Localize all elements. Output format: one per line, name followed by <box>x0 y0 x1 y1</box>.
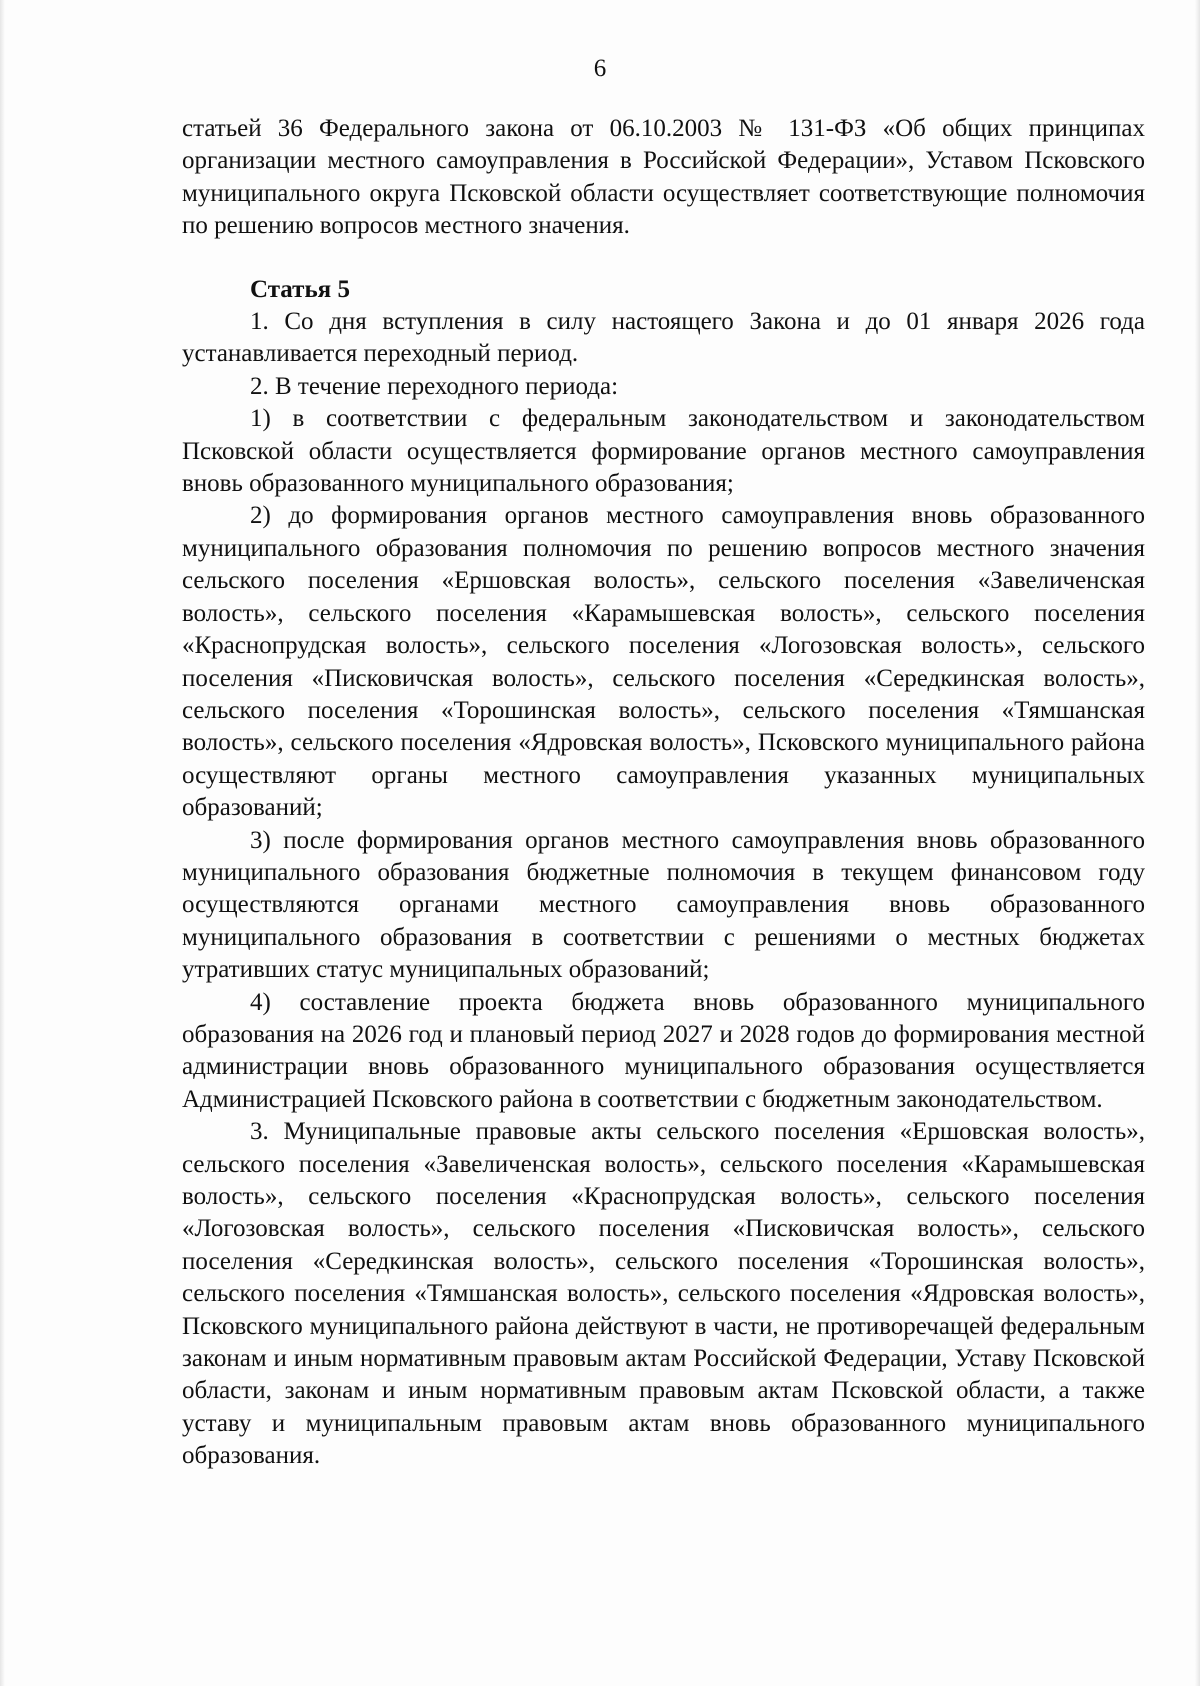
article-subitem-3: 3) после формирования органов местного самоуправления вновь образованного муниципального образования бюджетные полномочия в текущем финансовом году осуществляются органами местного самоуправления вновь образованного муниципального образования в соответствии с решениями о местных бюджетах утративших статус муниципальных образований; <box>182 826 1145 984</box>
article-subitem-1: 1) в соответствии с федеральным законодательством и законодательством Псковской области осуществляется формирование органов местного самоуправления вновь образованного муниципального образования; <box>182 405 1145 498</box>
paragraph-continuation: статьей 36 Федерального закона от 06.10.2003 № 131-ФЗ «Об общих принципах организации местного самоуправления в Российской Федерации», Уставом Псковского муниципального округа Псковской области осуществляет соответствующие полномочия по решению вопросов местного значения. <box>182 115 1145 240</box>
page-number: 6 <box>593 55 607 82</box>
article-subitem-2: 2) до формирования органов местного самоуправления вновь образованного муниципального образования полномочия по решению вопросов местного значения сельского поселения «Ершовская волость», сельского поселения «Завеличенская волость», сельского поселения «Карамышевская волость», сельского поселения «Краснопрудская волость», сельского поселения «Логозовская волость», сельского поселения «Писковичская волость», сельского поселения «Середкинская волость», сельского поселения «Торошинская волость», сельского поселения «Тямшанская волость», сельского поселения «Ядровская волость», Псковского муниципального района осуществляют органы местного самоуправления указанных муниципальных образований; <box>182 502 1145 822</box>
article-heading: Статья 5 <box>250 275 350 303</box>
article-item-3: 3. Муниципальные правовые акты сельского поселения «Ершовская волость», сельского поселения «Завеличенская волость», сельского поселения «Карамышевская волость», сельского поселения «Краснопрудская волость», сельского поселения «Логозовская волость», сельского поселения «Писковичская волость», сельского поселения «Середкинская волость», сельского поселения «Торошинская волость», сельского поселения «Тямшанская волость», сельского поселения «Ядровская волость», Псковского муниципального района действуют в части, не противоречащей федеральным законам и иным нормативным правовым актам Российской Федерации, Уставу Псковской области, законам и иным нормативным правовым актам Псковской области, а также уставу и муниципальным правовым актам вновь образованного муниципального образования. <box>182 1118 1145 1470</box>
scan-edge-right <box>1195 0 1200 1686</box>
scan-edge-left <box>0 0 5 1686</box>
document-body <box>182 113 1145 1473</box>
article-item-2: 2. В течение переходного периода: <box>250 372 619 400</box>
article-item-1: 1. Со дня вступления в силу настоящего Закона и до 01 января 2026 года устанавливается переходный период. <box>182 308 1145 368</box>
article-subitem-4: 4) составление проекта бюджета вновь образованного муниципального образования на 2026 год и плановый период 2027 и 2028 годов до формирования местной администрации вновь образованного муниципального образования осуществляется Администрацией Псковского района в соответствии с бюджетным законодательством. <box>182 988 1145 1113</box>
